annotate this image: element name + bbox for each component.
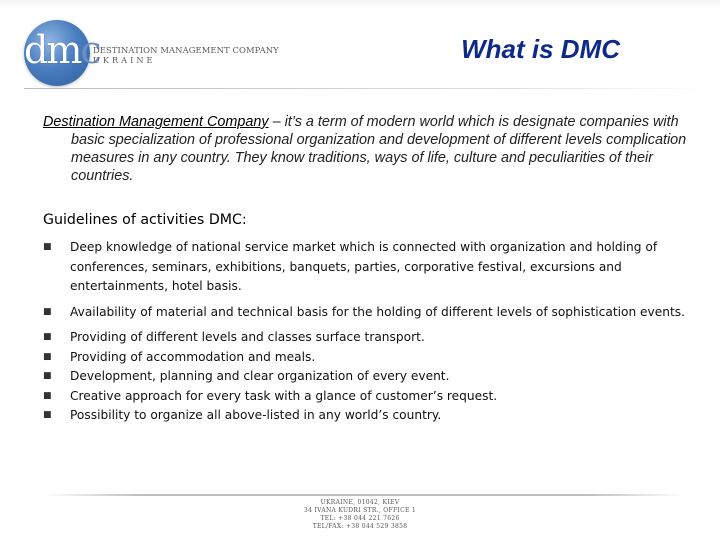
logo-mark-main: dm (24, 28, 81, 72)
list-item-text: Providing of different levels and classes surface transport. (70, 330, 425, 344)
list-item (43, 328, 693, 348)
square-bullet-icon: ■ (43, 242, 52, 252)
logo-country: UKRAINE (93, 55, 156, 65)
list-item-text: Providing of accommodation and meals. (70, 349, 316, 364)
list-item-text: Possibility to organize all above-listed in any world’s country. (70, 408, 442, 422)
footer-fax: TEL/FAX: +38 044 529 3858 (312, 523, 408, 530)
top-edge-shade (0, 0, 720, 8)
list-item (43, 348, 693, 368)
list-item (43, 238, 693, 297)
list-item (43, 367, 693, 387)
definition-term: Destination Management Company (43, 114, 269, 130)
definition-text: – it’s a term of modern world which is designate companies with basic specialization of professional organization and development of different levels complication measures in any country. They know traditions, ways of life, culture and peculiarities of their countries. (71, 114, 687, 184)
square-bullet-icon: ■ (43, 390, 52, 401)
guidelines-list (43, 238, 693, 426)
definition-paragraph (43, 113, 711, 185)
list-item-text: Deep knowledge of national service market which is connected with organization and holding of conferences, seminars, exhibitions, banquets, parties, corporative festival, excursions and entertainments, hotel basis. (70, 240, 658, 293)
list-item (43, 303, 693, 323)
title-divider (24, 88, 708, 89)
list-item-text: Development, planning and clear organization of every event. (70, 369, 450, 383)
list-item-text: Availability of material and technical basis for the holding of different levels of sophistication events. (70, 304, 685, 319)
footer-phone: TEL: +38 044 221 7626 (320, 515, 400, 522)
list-item (43, 406, 693, 426)
logo-company-name: DESTINATION MANAGEMENT COMPANY (93, 45, 279, 55)
footer-address (250, 499, 470, 531)
dmc-logo (24, 20, 279, 84)
square-bullet-icon: ■ (43, 332, 52, 342)
footer-street: 34 IVANA KUDRI STR., OFFICE 1 (304, 507, 416, 514)
square-bullet-icon: ■ (43, 371, 52, 381)
square-bullet-icon: ■ (43, 351, 52, 362)
list-item-text: Creative approach for every task with a glance of customer’s request. (70, 388, 498, 403)
logo-mark-tail: c (80, 28, 100, 72)
slide-title: What is DMC (461, 34, 620, 64)
square-bullet-icon: ■ (43, 306, 52, 317)
list-item (43, 387, 693, 407)
guidelines-heading: Guidelines of activities DMC: (43, 212, 247, 228)
square-bullet-icon: ■ (43, 410, 52, 420)
footer-city: UKRAINE, 01042, KIEV (320, 499, 400, 506)
footer-divider (44, 494, 684, 496)
